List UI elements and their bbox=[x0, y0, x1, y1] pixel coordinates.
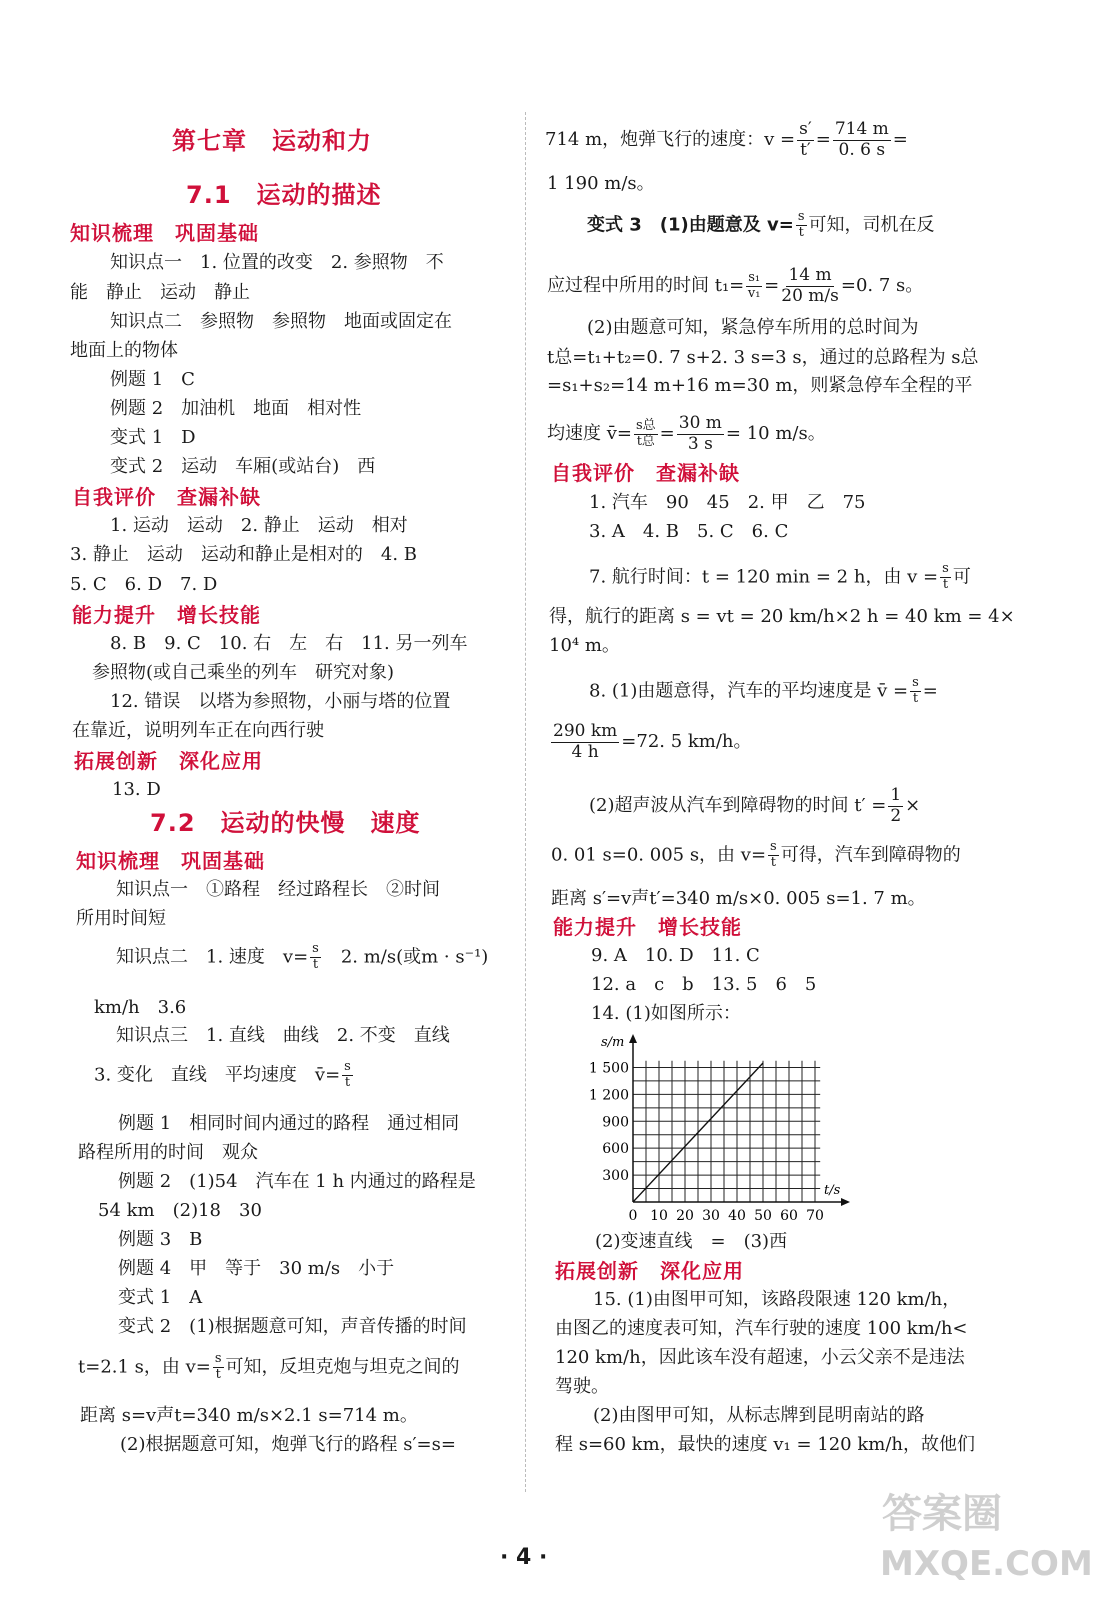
r-t4: 驾驶。 bbox=[555, 1376, 609, 1397]
s72-k2 bbox=[116, 942, 488, 973]
s72-e2: 例题 2 (1)54 汽车在 1 h 内通过的路程是 bbox=[118, 1171, 476, 1192]
fraction-sp-over-tp: $\frac{s'}{t'}$ bbox=[799, 119, 812, 160]
x-axis-label: t/s bbox=[824, 1183, 841, 1198]
watermark-logo bbox=[878, 1482, 1093, 1598]
fraction-s-over-t: $\frac{s}{t}$ bbox=[912, 675, 919, 706]
fraction-714-over-06: $\frac{714 m}{0. 6 s}$ bbox=[834, 119, 889, 160]
watermark-line1: 答案圈 bbox=[882, 1491, 1002, 1537]
r-n4: (2)变速直线 = (3)西 bbox=[595, 1231, 788, 1252]
s71-n2: 参照物(或自己乘坐的列车 研究对象) bbox=[92, 662, 395, 683]
s71-z2: 3. 静止 运动 运动和静止是相对的 4. B bbox=[70, 544, 418, 565]
y-tick-label: 1 200 bbox=[588, 1087, 629, 1104]
fraction-s-over-t: $\frac{s}{t}$ bbox=[942, 561, 949, 592]
r-t5: (2)由图甲可知，从标志牌到昆明南站的路 bbox=[593, 1405, 925, 1426]
s72-e2b: 54 km (2)18 30 bbox=[98, 1200, 262, 1221]
fraction-szong-over-tzong: $\frac{\text{s总}}{\text{t总}}$ bbox=[635, 417, 656, 449]
s71-n3: 12. 错误 以塔为参照物，小丽与塔的位置 bbox=[110, 691, 451, 712]
r-z2: 3. A 4. B 5. C 6. C bbox=[589, 521, 789, 542]
fraction-30m-over-3s: $\frac{30 m}{3 s}$ bbox=[678, 413, 722, 454]
r-t3: 120 km/h，因此该车没有超速，小云父亲不是违法 bbox=[555, 1347, 965, 1368]
s72-k1: 知识点一 ①路程 经过路程长 ②时间 bbox=[116, 879, 440, 900]
s71-e1: 例题 1 C bbox=[110, 369, 195, 390]
fraction-14m-over-20ms: $\frac{14 m}{20 m/s}$ bbox=[781, 265, 839, 306]
s72-e1b: 路程所用的时间 观众 bbox=[78, 1142, 258, 1163]
q8-line1: 8. (1)由题意得，汽车的平均速度是 v̄ = $\frac{s}{t}$ = bbox=[589, 675, 938, 706]
fraction-s-over-t: $\frac{s}{t}$ bbox=[312, 941, 319, 972]
chapter-title: 第七章 运动和力 bbox=[172, 127, 372, 155]
section-7-1-title: 7.1 运动的描述 bbox=[186, 181, 382, 209]
y-tick-label: 300 bbox=[602, 1168, 629, 1185]
v3-line6: 均速度 v̄= $\frac{\text{s总}}{\text{t总}}$ = $\frac{30 m}{3 s}$ = 10 m/s。 bbox=[547, 413, 826, 454]
heading-nengli-71: 能力提升 增长技能 bbox=[72, 603, 261, 627]
r-t1: 15. (1)由图甲可知，该路段限速 120 km/h， bbox=[593, 1289, 961, 1310]
v3-line4: t总=t₁+t₂=0. 7 s+2. 3 s=3 s，通过的总路程为 s总 bbox=[547, 347, 979, 368]
s71-k2: 知识点二 参照物 参照物 地面或固定在 bbox=[110, 311, 452, 332]
r-t2: 由图乙的速度表可知，汽车行驶的速度 100 km/h< bbox=[555, 1318, 968, 1339]
x-tick-label: 40 bbox=[728, 1208, 746, 1224]
y-tick-label: 600 bbox=[602, 1141, 629, 1158]
r-z1: 1. 汽车 90 45 2. 甲 乙 75 bbox=[589, 492, 866, 513]
v3-line2: 应过程中所用的时间 t₁= $\frac{\text{s₁}}{\text{v₁}}$ = $\frac{14 m}{20 m/s}$ =0. 7 s。 bbox=[547, 265, 924, 306]
s71-t1: 13. D bbox=[112, 779, 161, 800]
s72-k2b: 2. m/s(或m · s⁻¹) bbox=[340, 946, 489, 968]
s72-v1: 变式 1 A bbox=[118, 1287, 203, 1308]
r-n3: 14. (1)如图所示： bbox=[591, 1003, 741, 1024]
fraction-s-over-t: $\frac{s}{t}$ bbox=[797, 209, 805, 240]
s71-k1: 知识点一 1. 位置的改变 2. 参照物 不 bbox=[110, 252, 444, 273]
s71-n4: 在靠近，说明列车正在向西行驶 bbox=[72, 720, 324, 741]
q8-line4: 0. 01 s=0. 005 s，由 v= $\frac{s}{t}$ 可得，汽车到障碍物的 bbox=[551, 839, 961, 870]
s71-v1: 变式 1 D bbox=[110, 427, 196, 448]
s72-k2c: km/h 3.6 bbox=[94, 997, 187, 1018]
s72-v2d: (2)根据题意可知，炮弹飞行的路程 s′=s= bbox=[120, 1434, 456, 1455]
x-tick-label: 20 bbox=[676, 1208, 694, 1224]
x-tick-label: 60 bbox=[780, 1208, 798, 1224]
y-axis-label: s/m bbox=[601, 1035, 625, 1050]
v3-line1: 变式 3 (1)由题意及 v= $\frac{s}{t}$ 可知，司机在反 bbox=[587, 209, 935, 240]
s71-n1: 8. B 9. C 10. 右 左 右 11. 另一列车 bbox=[110, 633, 468, 654]
heading-nengli-72: 能力提升 增长技能 bbox=[553, 915, 742, 939]
q8-line2: $\frac{290 km}{4 h}$ =72. 5 km/h。 bbox=[553, 721, 752, 762]
r-line2: 1 190 m/s。 bbox=[547, 173, 655, 194]
x-tick-label: 50 bbox=[754, 1208, 772, 1224]
heading-zhishi-72: 知识梳理 巩固基础 bbox=[76, 849, 265, 873]
s72-k1b: 所用时间短 bbox=[76, 908, 166, 929]
heading-zhishi-71: 知识梳理 巩固基础 bbox=[70, 221, 259, 245]
s72-e4: 例题 4 甲 等于 30 m/s 小于 bbox=[118, 1258, 395, 1279]
x-tick-label: 10 bbox=[650, 1208, 668, 1224]
r-n1: 9. A 10. D 11. C bbox=[591, 945, 760, 966]
r-n2: 12. a c b 13. 5 6 5 bbox=[591, 974, 817, 995]
q8-line5: 距离 s′=v声t′=340 m/s×0. 005 s=1. 7 m。 bbox=[551, 888, 926, 909]
y-tick-label: 900 bbox=[602, 1114, 629, 1131]
v3-line3: (2)由题意可知，紧急停车所用的总时间为 bbox=[587, 317, 919, 338]
fraction-s-over-t: $\frac{s}{t}$ bbox=[344, 1059, 351, 1090]
fraction-one-half: $\frac{1}{2}$ bbox=[890, 785, 902, 826]
s71-z3: 5. C 6. D 7. D bbox=[70, 574, 218, 595]
x-tick-label: 70 bbox=[806, 1208, 824, 1224]
s72-v2: 变式 2 (1)根据题意可知，声音传播的时间 bbox=[118, 1316, 467, 1337]
y-axis-arrow bbox=[629, 1034, 637, 1043]
s71-k2b: 地面上的物体 bbox=[70, 340, 178, 361]
fraction-s-over-t: $\frac{s}{t}$ bbox=[770, 839, 777, 870]
s72-e3: 例题 3 B bbox=[118, 1229, 203, 1250]
x-tick-label: 30 bbox=[702, 1208, 720, 1224]
q7-line3: 10⁴ m。 bbox=[549, 635, 620, 656]
q7-line2: 得，航行的距离 s = vt = 20 km/h×2 h = 40 km = 4× bbox=[549, 606, 1015, 627]
section-7-2-title: 7.2 运动的快慢 速度 bbox=[150, 809, 421, 837]
r-line1: 714 m，炮弹飞行的速度：v = $\frac{s'}{t'}$ = $\frac{714 m}{0. 6 s}$ = bbox=[545, 119, 908, 160]
s71-v2: 变式 2 运动 车厢(或站台) 西 bbox=[110, 456, 376, 477]
fraction-290km-over-4h: $\frac{290 km}{4 h}$ bbox=[553, 721, 618, 762]
page-number: · 4 · bbox=[500, 1545, 548, 1570]
s72-v2b: t=2.1 s，由 v= $\frac{s}{t}$ 可知，反坦克炮与坦克之间的 bbox=[78, 1351, 460, 1382]
s71-z1: 1. 运动 运动 2. 静止 运动 相对 bbox=[110, 515, 408, 536]
s71-e2: 例题 2 加油机 地面 相对性 bbox=[110, 398, 362, 419]
y-tick-label: 1 500 bbox=[588, 1060, 629, 1077]
column-divider bbox=[525, 112, 526, 1492]
x-tick-label: 0 bbox=[628, 1208, 638, 1224]
watermark-line2: MXQE.COM bbox=[880, 1544, 1093, 1584]
heading-tuozhan-72: 拓展创新 深化应用 bbox=[555, 1259, 744, 1283]
s71-k1b: 能 静止 运动 静止 bbox=[70, 282, 250, 303]
q8-line3: (2)超声波从汽车到障碍物的时间 t′ = $\frac{1}{2}$ × bbox=[589, 785, 921, 826]
s72-v2c: 距离 s=v声t=340 m/s×2.1 s=714 m。 bbox=[80, 1405, 418, 1426]
r-t6: 程 s=60 km，最快的速度 v₁ = 120 km/h，故他们 bbox=[555, 1434, 975, 1455]
q7-line1: 7. 航行时间：t = 120 min = 2 h，由 v = $\frac{s}{t}$ 可 bbox=[589, 561, 971, 592]
s72-k3: 知识点三 1. 直线 曲线 2. 不变 直线 bbox=[116, 1025, 450, 1046]
x-axis-arrow bbox=[841, 1198, 850, 1206]
st-graph bbox=[575, 1032, 895, 1227]
heading-ziwo-72: 自我评价 查漏补缺 bbox=[551, 461, 740, 485]
s72-k3b: 3. 变化 直线 平均速度 v̄= $\frac{s}{t}$ bbox=[94, 1059, 351, 1090]
heading-ziwo-71: 自我评价 查漏补缺 bbox=[72, 485, 261, 509]
s72-k2a: 知识点二 1. 速度 v= bbox=[116, 946, 309, 968]
heading-tuozhan-71: 拓展创新 深化应用 bbox=[74, 749, 263, 773]
fraction-s-over-t: $\frac{s}{t}$ bbox=[214, 1351, 222, 1382]
s72-e1: 例题 1 相同时间内通过的路程 通过相同 bbox=[118, 1113, 460, 1134]
v3-line5: =s₁+s₂=14 m+16 m=30 m，则紧急停车全程的平 bbox=[547, 375, 973, 396]
fraction-s1-over-v1: $\frac{\text{s₁}}{\text{v₁}}$ bbox=[747, 269, 761, 301]
